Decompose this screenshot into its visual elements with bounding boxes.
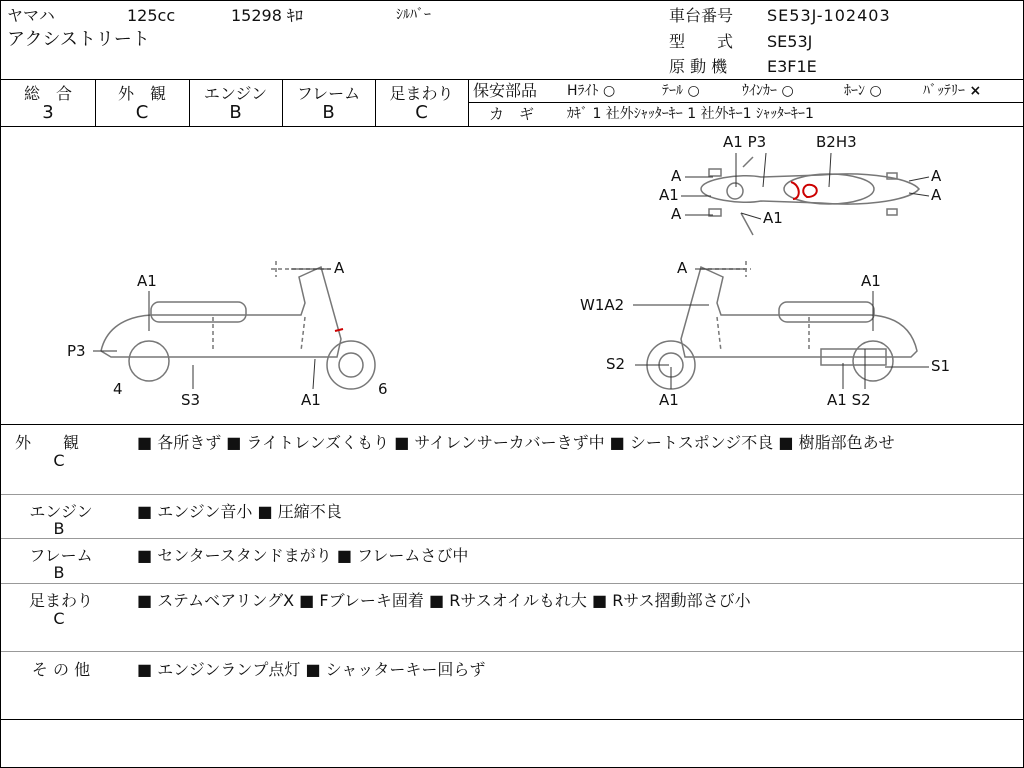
divider <box>1 651 1023 652</box>
label: 4 <box>113 380 123 398</box>
section-label-exterior: 外 観 <box>14 433 79 452</box>
label: A <box>931 186 942 204</box>
divider <box>1 424 1023 425</box>
damage-diagram <box>1 127 1023 424</box>
label: A1 P3 <box>723 133 767 151</box>
section-label-other: そ の 他 <box>31 660 91 679</box>
chassis-value: SE53J-102403 <box>767 6 891 25</box>
section-items-exterior: ■ 各所きず ■ ライトレンズくもり ■ サイレンサーカバーきず中 ■ シートスポンジ不良 ■ 樹脂部色あせ <box>137 433 895 452</box>
section-items-suspension: ■ ステムベアリングX ■ Fブレーキ固着 ■ Rサスオイルもれ大 ■ Rサス摺動部さび小 <box>137 591 751 610</box>
grade-label-frame: フレーム <box>296 84 361 103</box>
divider <box>468 79 469 126</box>
grade-label-overall: 総 合 <box>23 84 72 103</box>
leader-lines <box>633 269 929 389</box>
section-grade-frame: B <box>53 563 65 582</box>
safety-item-taillight: ﾃｰﾙ ○ <box>662 83 700 99</box>
label: A1 S2 <box>827 391 871 409</box>
safety-label: 保安部品 <box>473 81 538 100</box>
divider <box>468 102 1023 103</box>
label: A <box>931 167 942 185</box>
section-grade-engine: B <box>53 519 65 538</box>
label: A1 <box>763 209 783 227</box>
maker: ヤマハ <box>7 6 55 25</box>
divider <box>1 583 1023 584</box>
label: A1 <box>659 186 679 204</box>
label: A <box>334 259 345 277</box>
model-name: アクシストリート <box>7 29 150 50</box>
label: A1 <box>861 272 881 290</box>
safety-item-horn: ﾎｰﾝ ○ <box>844 83 882 99</box>
safety-item-battery: ﾊﾞｯﾃﾘｰ × <box>923 83 982 99</box>
section-label-engine: エンジン <box>29 502 93 521</box>
section-items-other: ■ エンジンランプ点灯 ■ シャッターキー回らず <box>137 660 486 679</box>
grade-label-exterior: 外 観 <box>117 84 166 103</box>
divider <box>1 79 1023 80</box>
safety-item-winker: ｳｲﾝｶｰ ○ <box>742 83 794 99</box>
color: ｼﾙﾊﾞｰ <box>396 7 431 23</box>
label: A <box>671 205 682 223</box>
label: P3 <box>67 342 86 360</box>
label: B2H3 <box>816 133 857 151</box>
stain-mark <box>791 182 817 199</box>
section-grade-exterior: C <box>53 451 65 470</box>
label: S2 <box>606 355 626 373</box>
label: S3 <box>181 391 201 409</box>
section-label-frame: フレーム <box>29 546 93 565</box>
section-label-suspension: 足まわり <box>28 591 93 610</box>
grade-value-exterior: C <box>135 102 149 123</box>
label: A1 <box>659 391 679 409</box>
chassis-label: 車台番号 <box>669 6 734 25</box>
divider <box>1 494 1023 495</box>
label: A1 <box>301 391 321 409</box>
grade-label-suspension: 足まわり <box>389 84 454 103</box>
label: A <box>671 167 682 185</box>
section-items-frame: ■ センタースタンドまがり ■ フレームさび中 <box>137 546 469 565</box>
displacement: 125cc <box>127 6 176 25</box>
label: W1A2 <box>580 296 625 314</box>
label: A <box>677 259 688 277</box>
key-value: ｶｷﾞ 1 社外ｼｬｯﾀｰｷｰ 1 社外ｷｰ1 ｼｬｯﾀｰｷｰ1 <box>567 106 814 122</box>
grade-value-engine: B <box>229 102 242 123</box>
divider <box>1 538 1023 539</box>
label: 6 <box>378 380 388 398</box>
mileage: 15298 ｷﾛ <box>231 6 303 25</box>
leader-lines <box>93 269 331 389</box>
section-items-engine: ■ エンジン音小 ■ 圧縮不良 <box>137 502 342 521</box>
label: S1 <box>931 357 951 375</box>
grade-value-overall: 3 <box>42 102 54 123</box>
section-grade-suspension: C <box>53 609 65 628</box>
engine-value: E3F1E <box>767 57 817 76</box>
type-label: 型 式 <box>669 32 734 51</box>
label: A1 <box>137 272 157 290</box>
divider <box>1 719 1023 720</box>
type-value: SE53J <box>767 32 813 51</box>
grade-value-suspension: C <box>415 102 428 123</box>
stain-mark <box>335 329 343 331</box>
grade-value-frame: B <box>322 102 335 123</box>
key-label: カ ギ <box>489 105 535 123</box>
grade-label-engine: エンジン <box>203 84 268 103</box>
engine-label: 原 動 機 <box>669 57 728 76</box>
safety-item-headlight: Hﾗｲﾄ ○ <box>567 83 616 99</box>
